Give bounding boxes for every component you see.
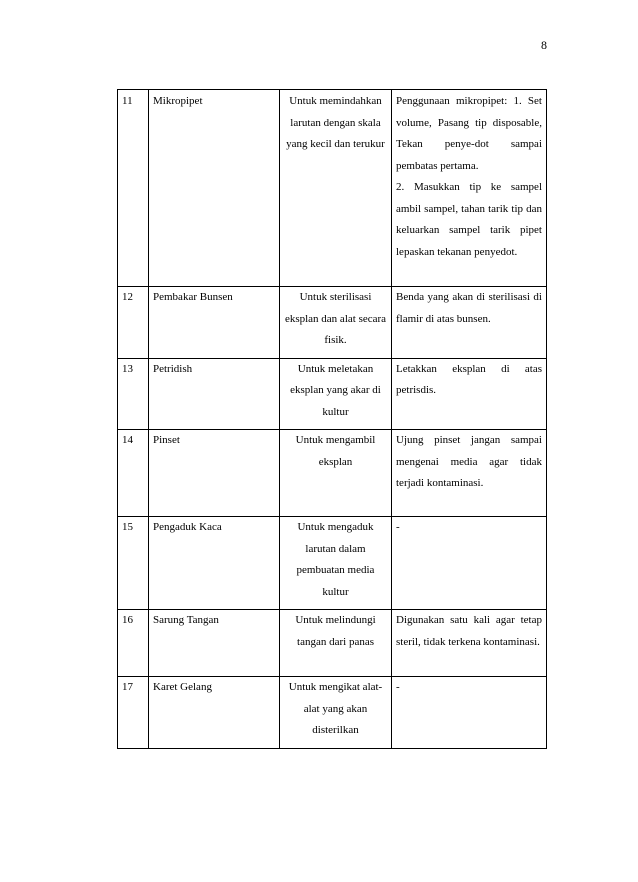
row-number: 15	[118, 517, 149, 610]
page-number: 8	[541, 38, 547, 52]
row-number: 16	[118, 610, 149, 677]
tool-function: Untuk sterilisasi eksplan dan alat secara fisik.	[280, 287, 392, 359]
usage-step-2: 2. Masukkan tip ke sampel ambil sampel, tahan tarik tip dan keluarkan sampel tarik pipet lepaskan tekanan penyedot.	[396, 181, 542, 258]
row-number: 13	[118, 358, 149, 430]
row-number: 12	[118, 287, 149, 359]
tool-name: Pinset	[149, 430, 280, 517]
tool-usage: Digunakan satu kali agar tetap steril, tidak terkena kontaminasi.	[392, 610, 547, 677]
row-number: 17	[118, 677, 149, 749]
tool-usage: -	[392, 677, 547, 749]
table-row	[118, 358, 547, 430]
tool-name: Petridish	[149, 358, 280, 430]
table-row	[118, 90, 547, 287]
tool-name: Pembakar Bunsen	[149, 287, 280, 359]
tool-usage: Ujung pinset jangan sampai mengenai media agar tidak terjadi kontaminasi.	[392, 430, 547, 517]
tool-name: Pengaduk Kaca	[149, 517, 280, 610]
equipment-table	[117, 89, 547, 749]
tool-usage: Letakkan eksplan di atas petrisdis.	[392, 358, 547, 430]
row-number: 14	[118, 430, 149, 517]
tool-function: Untuk memindahkan larutan dengan skala yang kecil dan terukur	[280, 90, 392, 287]
table-row	[118, 677, 547, 749]
tool-function: Untuk mengaduk larutan dalam pembuatan media kultur	[280, 517, 392, 610]
table-row	[118, 287, 547, 359]
tool-function: Untuk meletakan eksplan yang akar di kultur	[280, 358, 392, 430]
tool-name: Karet Gelang	[149, 677, 280, 749]
tool-name: Sarung Tangan	[149, 610, 280, 677]
table-row	[118, 517, 547, 610]
tool-name: Mikropipet	[149, 90, 280, 287]
usage-step-1: Penggunaan mikropipet: 1. Set volume, Pasang tip disposable, Tekan penye-dot sampai pembatas pertama.	[396, 95, 542, 172]
tool-function: Untuk melindungi tangan dari panas	[280, 610, 392, 677]
tool-function: Untuk mengikat alat-alat yang akan disterilkan	[280, 677, 392, 749]
tool-usage	[392, 90, 547, 287]
row-number: 11	[118, 90, 149, 287]
tool-usage: -	[392, 517, 547, 610]
table-row	[118, 430, 547, 517]
table-row	[118, 610, 547, 677]
tool-function: Untuk mengambil eksplan	[280, 430, 392, 517]
tool-usage: Benda yang akan di sterilisasi di flamir di atas bunsen.	[392, 287, 547, 359]
